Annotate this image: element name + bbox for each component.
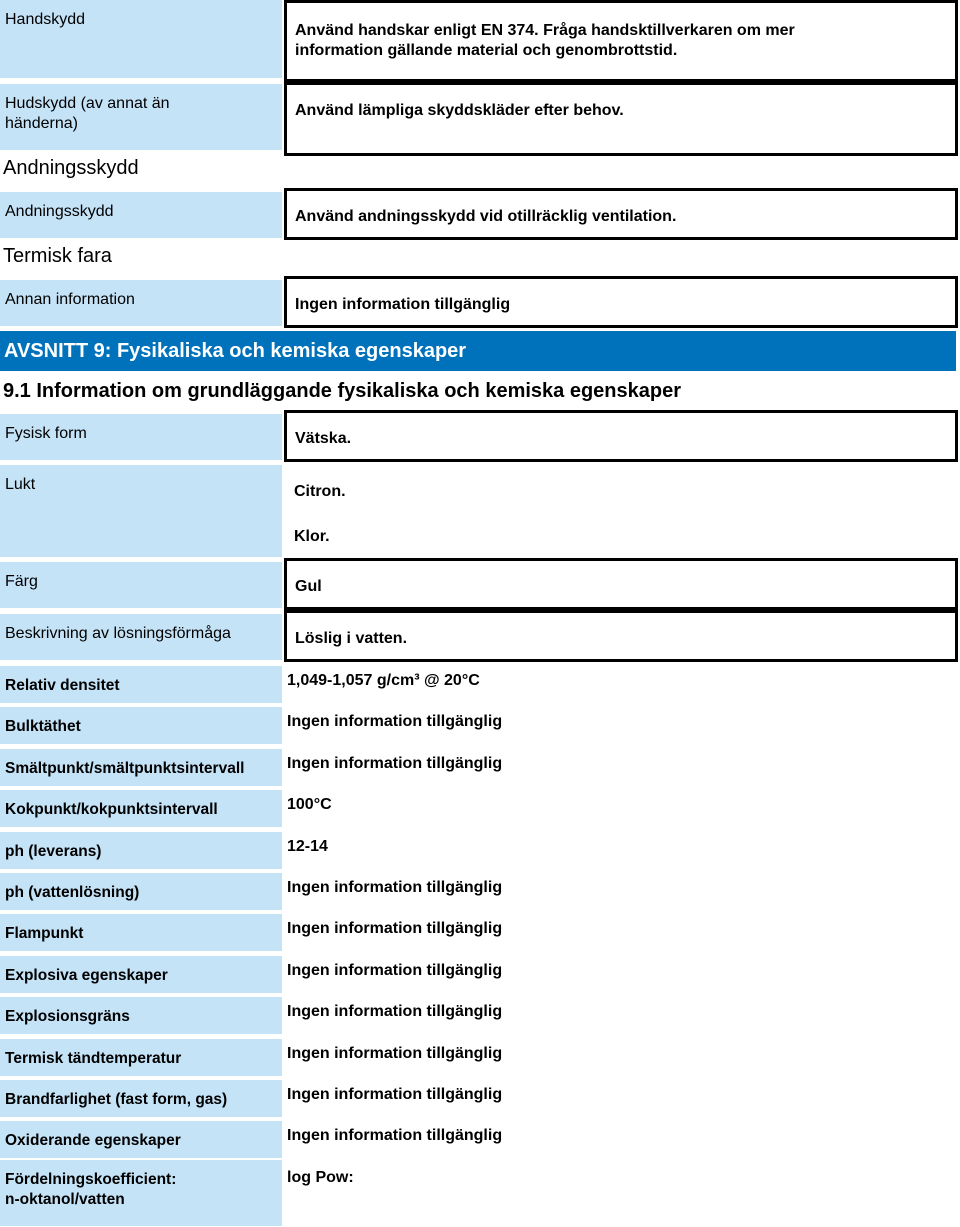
respiratory-label-text: Andningsskydd: [5, 203, 114, 220]
property-label: Explosiva egenskaper: [0, 956, 282, 993]
solubility-label-text: Beskrivning av lösningsförmåga: [5, 625, 231, 642]
other-info-label-text: Annan information: [5, 291, 135, 308]
property-value: Ingen information tillgänglig: [287, 713, 503, 730]
other-info-value: [284, 276, 958, 328]
property-label: ph (leverans): [0, 832, 282, 869]
color-value: [284, 558, 958, 610]
skin-protection-value: [284, 82, 958, 156]
physical-form-value: [284, 410, 958, 462]
respiratory-value-text: Använd andningsskydd vid otillräcklig ventilation.: [295, 208, 677, 225]
hand-protection-label-text: Handskydd: [5, 11, 86, 28]
section9-subheading: [0, 379, 958, 407]
property-value: Ingen information tillgänglig: [287, 962, 503, 979]
property-label: ph (vattenlösning): [0, 873, 282, 910]
partition-coefficient-value: log Pow:: [287, 1169, 354, 1186]
odor-label: [0, 465, 282, 557]
skin-protection-label: [0, 84, 282, 150]
thermal-hazard-heading: [0, 244, 284, 274]
hand-protection-label: [0, 0, 282, 78]
physical-form-value-text: Vätska.: [295, 430, 352, 447]
property-label: Bulktäthet: [0, 707, 282, 744]
partition-coefficient-label: [0, 1160, 282, 1226]
property-value: Ingen information tillgänglig: [287, 1045, 503, 1062]
partition-coefficient-label-line2: n-oktanol/vatten: [5, 1191, 125, 1208]
odor-value-2: Klor.: [294, 528, 330, 545]
property-label: Explosionsgräns: [0, 997, 282, 1034]
property-label: Brandfarlighet (fast form, gas): [0, 1080, 282, 1117]
property-value: Ingen information tillgänglig: [287, 1086, 503, 1103]
property-value: Ingen information tillgänglig: [287, 879, 503, 896]
odor-label-text: Lukt: [5, 476, 36, 493]
property-value: Ingen information tillgänglig: [287, 920, 503, 937]
respiratory-heading: [0, 156, 284, 186]
property-value: 1,049-1,057 g/cm³ @ 20°C: [287, 672, 480, 689]
property-value: Ingen information tillgänglig: [287, 1003, 503, 1020]
property-label: Smältpunkt/smältpunktsintervall: [0, 749, 282, 786]
respiratory-heading-text: Andningsskydd: [3, 157, 139, 179]
property-label: Kokpunkt/kokpunktsintervall: [0, 790, 282, 827]
hand-protection-value: [284, 0, 958, 82]
property-label: Flampunkt: [0, 914, 282, 951]
solubility-label: [0, 614, 282, 660]
property-label: Termisk tändtemperatur: [0, 1039, 282, 1076]
color-label-text: Färg: [5, 573, 38, 590]
property-value: 12-14: [287, 838, 328, 855]
section9-banner: [0, 331, 956, 371]
color-value-text: Gul: [295, 578, 322, 595]
respiratory-value: [284, 188, 958, 240]
property-value: 100°C: [287, 796, 332, 813]
section9-subheading-text: 9.1 Information om grundläggande fysikaliska och kemiska egenskaper: [3, 380, 682, 402]
odor-value-1: Citron.: [294, 483, 346, 500]
skin-protection-label-line2: händerna): [5, 115, 78, 132]
property-value: Ingen information tillgänglig: [287, 755, 503, 772]
thermal-hazard-heading-text: Termisk fara: [3, 245, 112, 267]
other-info-value-text: Ingen information tillgänglig: [295, 296, 511, 313]
skin-protection-label-line1: Hudskydd (av annat än: [5, 95, 170, 112]
hand-protection-value-line2: information gällande material och genombrottstid.: [295, 42, 678, 59]
solubility-value: [284, 610, 958, 662]
physical-form-label: [0, 414, 282, 460]
section9-banner-text: AVSNITT 9: Fysikaliska och kemiska egenskaper: [4, 340, 467, 362]
skin-protection-value-text: Använd lämpliga skyddskläder efter behov.: [295, 102, 624, 119]
color-label: [0, 562, 282, 608]
other-info-label: [0, 280, 282, 326]
property-label: Relativ densitet: [0, 666, 282, 703]
physical-form-label-text: Fysisk form: [5, 425, 87, 442]
property-label: Oxiderande egenskaper: [0, 1121, 282, 1158]
partition-coefficient-label-line1: Fördelningskoefficient:: [5, 1171, 177, 1188]
property-value: Ingen information tillgänglig: [287, 1127, 503, 1144]
solubility-value-text: Löslig i vatten.: [295, 630, 408, 647]
respiratory-label: [0, 192, 282, 238]
hand-protection-value-line1: Använd handskar enligt EN 374. Fråga handsktillverkaren om mer: [295, 22, 795, 39]
